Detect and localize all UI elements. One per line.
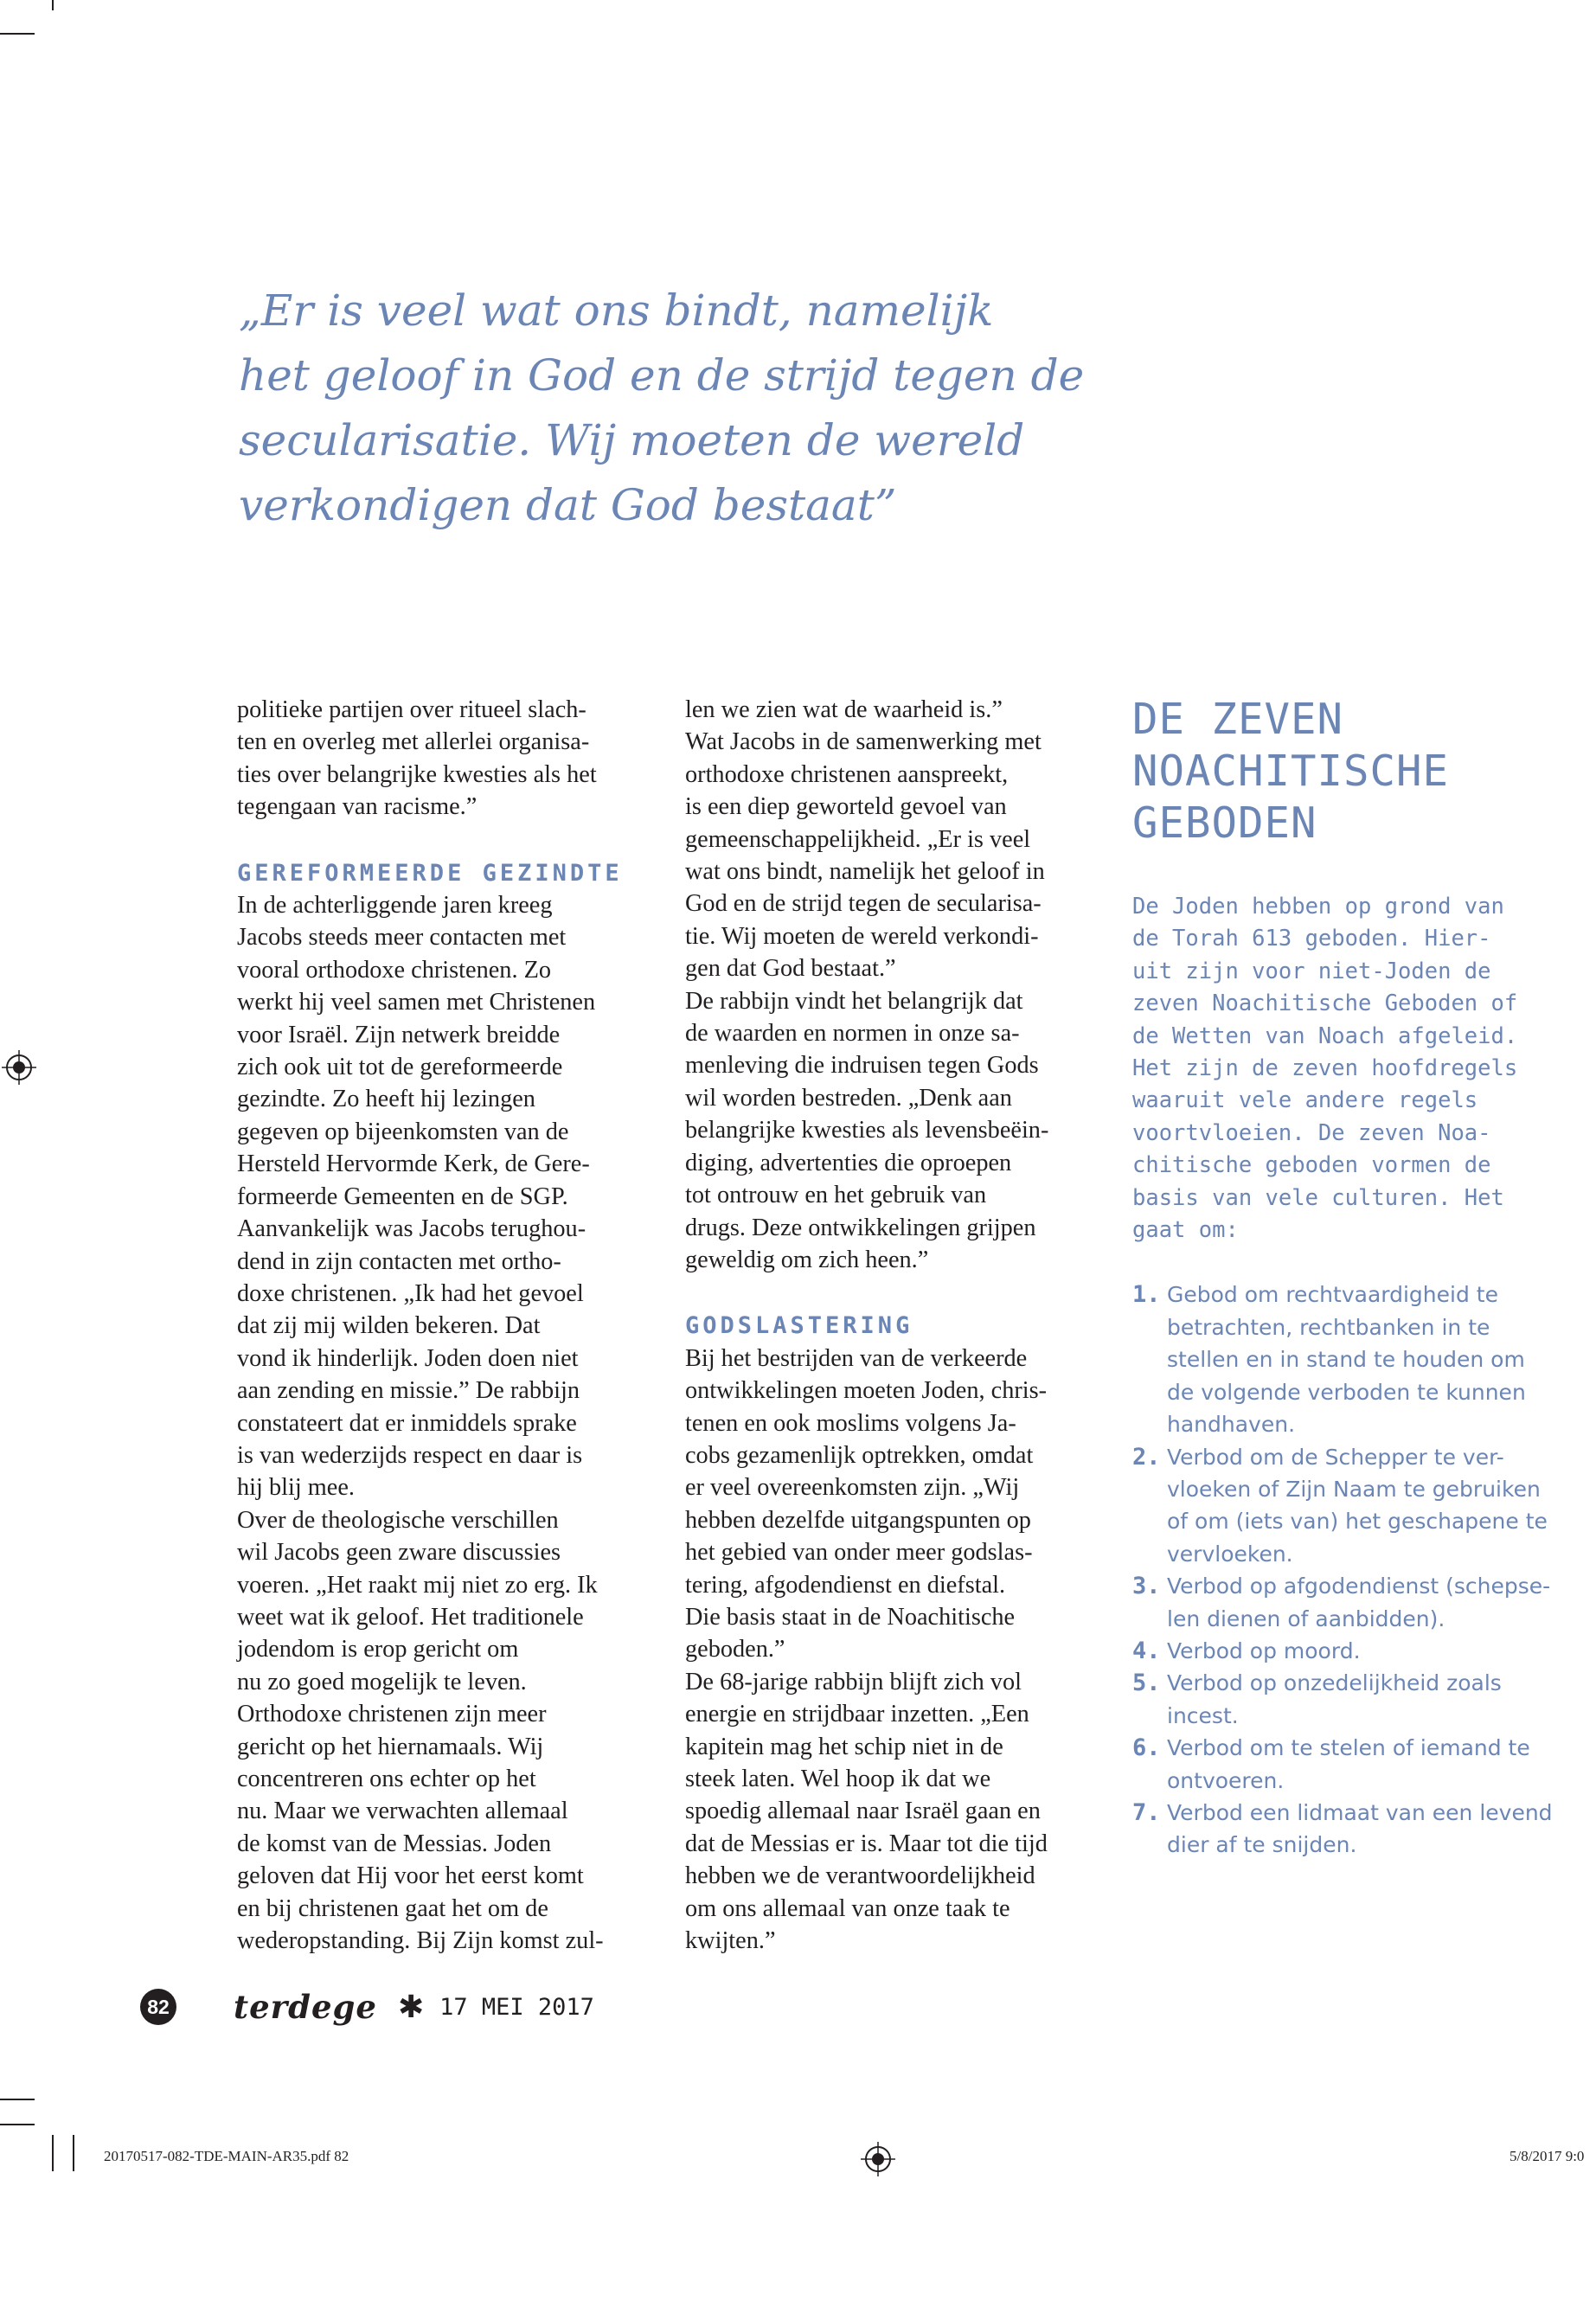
pull-quote-line: verkondigen dat God bestaat” [239,480,897,530]
text-line: gemeenschappelijkheid. „Er is veel [685,825,1031,853]
text-line: constateert dat er inmiddels sprake [237,1409,577,1437]
text-line: De Joden hebben op grond van [1132,894,1504,920]
article-column-1 [237,694,665,1957]
registration-mark-icon [2,1050,36,1085]
text-line: steek laten. Wel hoop ik dat we [685,1766,991,1792]
list-item [1132,1441,1565,1571]
list-number: 5. [1132,1670,1161,1697]
text-line: tie. Wij moeten de wereld verkondi- [685,922,1039,950]
text-line: tot ontrouw en het gebruik van [685,1182,987,1209]
issue-date: 17 MEI 2017 [439,1993,594,2021]
text-line: voortvloeien. De zeven Noa- [1132,1119,1491,1146]
text-line: hebben dezelfde uitgangspunten op [685,1506,1031,1534]
text-line: Verbod om te stelen of iemand te [1167,1735,1530,1761]
text-line: hij blij mee. [237,1474,355,1502]
crop-mark [73,2135,74,2171]
text-line: wederopstanding. Bij Zijn komst zul- [237,1927,604,1955]
text-line: Bij het bestrijden van de verkeerde [685,1344,1028,1372]
text-line: ten en overleg met allerlei organisa- [237,728,590,756]
text-line: dat de Messias er is. Maar tot die tijd [685,1830,1048,1857]
text-line: vloeken of Zijn Naam te gebruiken [1167,1476,1541,1502]
list-number: 3. [1132,1573,1161,1600]
text-line: basis van vele culturen. Het [1132,1184,1504,1211]
column-2-body [685,1343,1113,1958]
column-1-body [237,889,665,1957]
text-line: spoedig allemaal naar Israël gaan en [685,1798,1041,1825]
text-line: De 68-jarige rabbijn blijft zich vol [685,1668,1022,1695]
column-1-intro [237,694,665,824]
magazine-logo: terdege [234,1988,377,2026]
print-filename: 20170517-082-TDE-MAIN-AR35.pdf 82 [104,2148,349,2164]
text-line: dier af te snijden. [1167,1832,1357,1858]
sidebar-title-line: NOACHITISCHE [1132,747,1450,796]
page-number: 82 [140,1989,176,2025]
text-line: ontwikkelingen moeten Joden, chris- [685,1377,1048,1405]
pull-quote-line: „Er is veel wat ons bindt, namelijk [239,285,994,336]
text-line: concentreren ons echter op het [237,1766,536,1792]
text-line: chitische geboden vormen de [1132,1152,1491,1179]
text-line: vooral orthodoxe christenen. Zo [237,956,552,984]
text-line: ontvoeren. [1167,1767,1285,1793]
text-line: of om (iets van) het geschapene te [1167,1509,1548,1535]
print-timestamp: 5/8/2017 9:0 [1509,2148,1585,2164]
text-line: wil worden bestreden. „Denk aan [685,1084,1012,1112]
text-line: orthodoxe christenen aanspreekt, [685,760,1009,788]
asterisk-icon: ✱ [397,1989,425,2025]
text-line: politieke partijen over ritueel slach- [237,696,586,723]
list-item [1132,1732,1565,1797]
text-line: gaat om: [1132,1217,1239,1244]
text-line: Orthodoxe christenen zijn meer [237,1701,547,1728]
text-line: zeven Noachitische Geboden of [1132,990,1518,1017]
text-line: voeren. „Het raakt mij niet zo erg. Ik [237,1571,598,1599]
list-number: 1. [1132,1281,1161,1309]
text-line: aan zending en missie.” De rabbijn [237,1377,580,1405]
text-line: jodendom is erop gericht om [237,1636,519,1663]
crop-mark [0,2124,35,2125]
text-line: betrachten, rechtbanken in te [1167,1314,1490,1340]
text-line: Jacobs steeds meer contacten met [237,924,567,952]
text-line: geloven dat Hij voor het eerst komt [237,1862,584,1890]
page-footer [140,1987,594,2027]
text-line: Verbod om de Schepper te ver- [1167,1444,1504,1470]
text-line: de Torah 613 geboden. Hier- [1132,926,1491,952]
text-line: om ons allemaal van onze taak te [685,1894,1010,1922]
text-line: In de achterliggende jaren kreeg [237,892,553,920]
list-item [1132,1635,1565,1667]
text-line: Die basis staat in de Noachitische [685,1603,1016,1631]
text-line: handhaven. [1167,1412,1296,1438]
sidebar-title-line: DE ZEVEN [1132,695,1344,744]
text-line: is van wederzijds respect en daar is [237,1441,583,1469]
text-line: weet wat ik geloof. Het traditionele [237,1603,584,1631]
crop-mark [52,0,54,10]
text-line: incest. [1167,1702,1239,1728]
text-line: de Wetten van Noach afgeleid. [1132,1022,1518,1049]
text-line: de volgende verboden te kunnen [1167,1379,1526,1405]
text-line: wil Jacobs geen zware discussies [237,1539,561,1567]
text-line: len we zien wat de waarheid is.” [685,696,1003,723]
text-line: Verbod op moord. [1167,1638,1361,1663]
text-line: gericht op het hiernamaals. Wij [237,1733,544,1760]
text-line: de waarden en normen in onze sa- [685,1020,1020,1048]
text-line: is een diep geworteld gevoel van [685,793,1007,821]
text-line: waaruit vele andere regels [1132,1087,1478,1114]
text-line: zich ook uit tot de gereformeerde [237,1054,563,1081]
list-item [1132,1570,1565,1635]
pull-quote [239,279,1085,538]
text-line: Hersteld Hervormde Kerk, de Gere- [237,1150,590,1178]
sidebar-intro [1132,891,1565,1247]
subheading-godslastering: GODSLASTERING [685,1312,913,1340]
text-line: Verbod op afgodendienst (schepse- [1167,1574,1551,1599]
text-line: de komst van de Messias. Joden [237,1830,552,1857]
text-line: nu zo goed mogelijk te leven. [237,1668,527,1695]
text-line: voor Israël. Zijn netwerk breidde [237,1021,561,1048]
text-line: vond ik hinderlijk. Joden doen niet [237,1344,579,1372]
text-line: Verbod een lidmaat van een levend [1167,1799,1553,1825]
text-line: De rabbijn vindt het belangrijk dat [685,987,1023,1015]
text-line: het gebied van onder meer godslas- [685,1539,1033,1567]
text-line: dat zij mij wilden bekeren. Dat [237,1312,541,1340]
text-line: stellen en in stand te houden om [1167,1347,1525,1373]
text-line: er veel overeenkomsten zijn. „Wij [685,1474,1020,1502]
text-line: tegengaan van racisme.” [237,793,478,821]
text-line: tering, afgodendienst en diefstal. [685,1571,1006,1599]
text-line: len dienen of aanbidden). [1167,1606,1445,1631]
text-line: Verbod op onzedelijkheid zoals [1167,1670,1502,1696]
text-line: energie en strijdbaar inzetten. „Een [685,1701,1029,1728]
text-line: gezindte. Zo heeft hij lezingen [237,1086,535,1113]
text-line: kwijten.” [685,1927,776,1955]
commandments-list [1132,1279,1565,1861]
text-line: vervloeken. [1167,1541,1293,1567]
text-line: dend in zijn contacten met ortho- [237,1247,561,1275]
text-line: Aanvankelijk was Jacobs terughou- [237,1215,586,1243]
text-line: geboden.” [685,1636,785,1663]
crop-mark [0,33,35,35]
crop-mark [52,2135,54,2171]
text-line: Wat Jacobs in de samenwerking met [685,728,1042,756]
text-line: Het zijn de zeven hoofdregels [1132,1055,1518,1082]
text-line: wat ons bindt, namelijk het geloof in [685,858,1045,886]
column-2-intro [685,694,1113,1276]
subheading-gereformeerde-gezindte: GEREFORMEERDE GEZINDTE [237,859,623,887]
list-item [1132,1797,1565,1862]
text-line: hebben we de verantwoordelijkheid [685,1862,1035,1890]
sidebar-noachitische-geboden [1132,694,1565,1862]
text-line: diging, advertenties die oproepen [685,1149,1012,1176]
text-line: menleving die indruisen tegen Gods [685,1052,1039,1080]
text-line: gegeven op bijeenkomsten van de [237,1118,569,1145]
text-line: kapitein mag het schip niet in de [685,1733,1003,1760]
list-item [1132,1279,1565,1440]
text-line: uit zijn voor niet-Joden de [1132,958,1491,984]
list-number: 6. [1132,1734,1161,1762]
text-line: werkt hij veel samen met Christenen [237,989,596,1016]
text-line: tenen en ook moslims volgens Ja- [685,1409,1016,1437]
text-line: belangrijke kwesties als levensbeëin- [685,1117,1049,1144]
text-line: gen dat God bestaat.” [685,955,896,983]
pull-quote-line: secularisatie. Wij moeten de wereld [239,415,1025,465]
crop-mark [0,2099,35,2100]
pull-quote-line: het geloof in God en de strijd tegen de [239,350,1085,401]
text-line: cobs gezamenlijk optrekken, omdat [685,1441,1034,1469]
sidebar-title [1132,694,1565,849]
text-line: geweldig om zich heen.” [685,1246,929,1273]
list-number: 4. [1132,1637,1161,1664]
article-column-2 [685,694,1113,1957]
text-line: Gebod om rechtvaardigheid te [1167,1282,1498,1308]
list-number: 2. [1132,1443,1161,1471]
text-line: en bij christenen gaat het om de [237,1894,548,1922]
list-item [1132,1667,1565,1732]
text-line: doxe christenen. „Ik had het gevoel [237,1279,584,1307]
sidebar-title-line: GEBODEN [1132,798,1317,848]
text-line: formeerde Gemeenten en de SGP. [237,1183,568,1210]
text-line: nu. Maar we verwachten allemaal [237,1798,568,1825]
text-line: Over de theologische verschillen [237,1506,559,1534]
text-line: drugs. Deze ontwikkelingen grijpen [685,1214,1036,1241]
list-number: 7. [1132,1798,1161,1826]
text-line: ties over belangrijke kwesties als het [237,760,597,788]
text-line: God en de strijd tegen de secularisa- [685,890,1042,918]
registration-mark-icon [861,2142,895,2176]
